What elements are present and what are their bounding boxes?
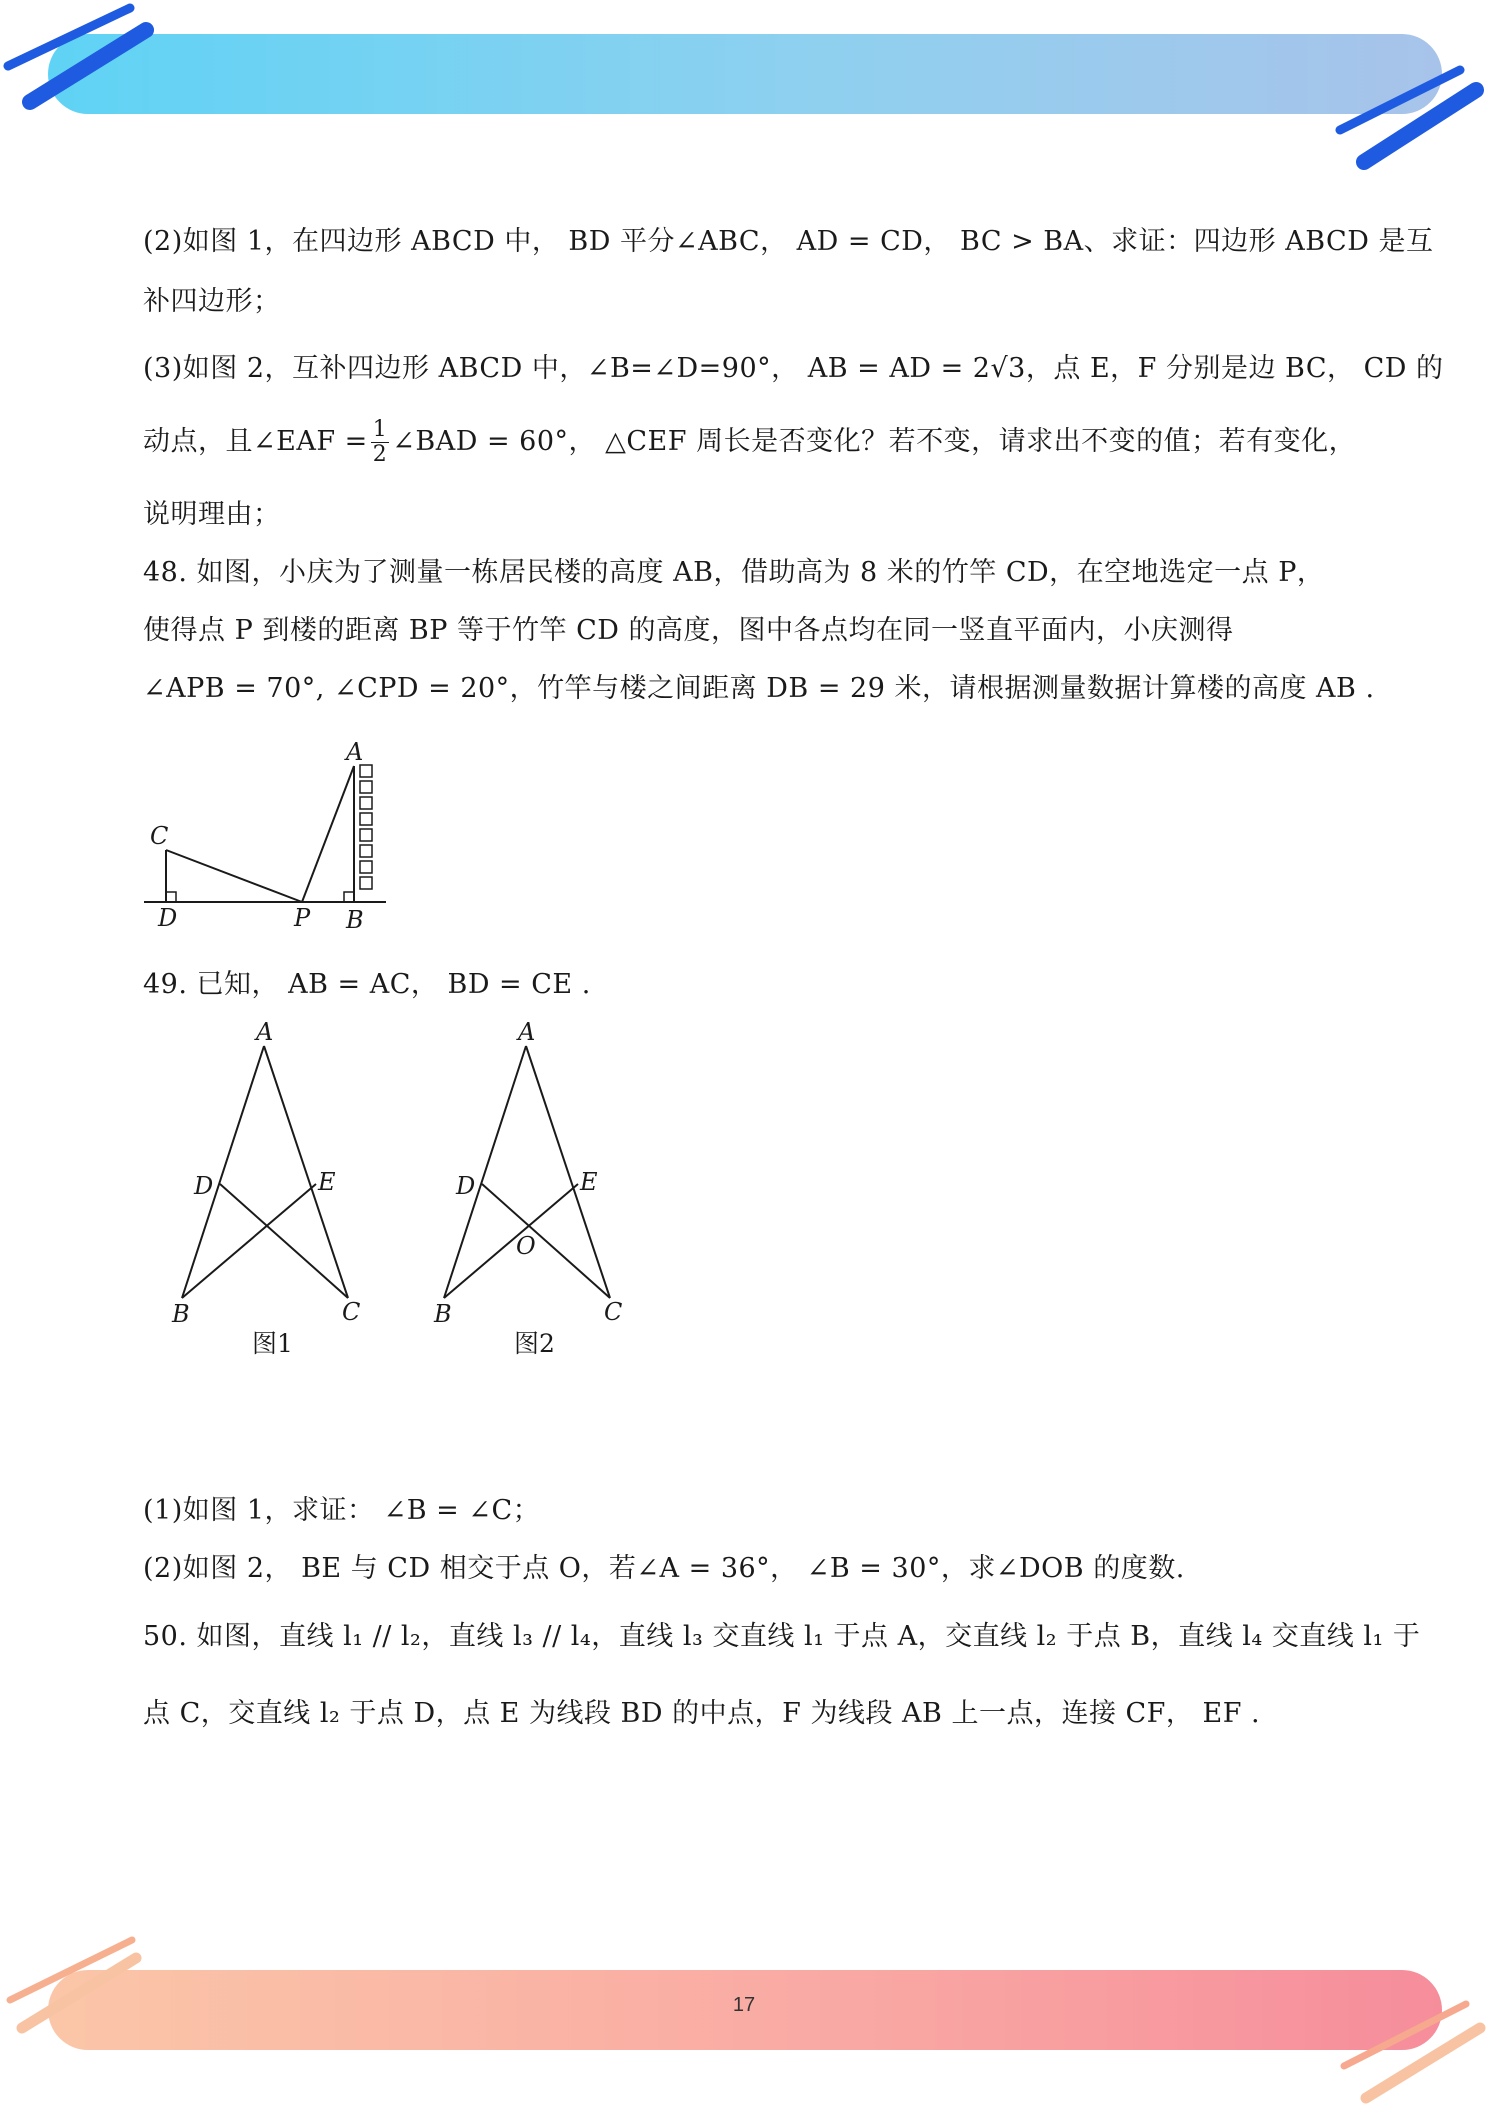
bottom-left-stripes-icon <box>0 1930 150 2040</box>
fig49-1-label-e: E <box>318 1168 336 1196</box>
fig48-label-d: D <box>158 904 178 932</box>
text-line-q49-1: 49. 已知， AB = AC， BD = CE . <box>143 969 591 1000</box>
figure-49-1 <box>160 1010 390 1370</box>
fig49-2-label-b: B <box>434 1300 452 1328</box>
fig49-1-label-d: D <box>194 1172 214 1200</box>
text-line-q3-3: 说明理由； <box>143 499 281 530</box>
fig49-2-label-e: E <box>580 1168 598 1196</box>
fig48-label-c: C <box>150 822 169 850</box>
fig49-2-label-a: A <box>518 1018 536 1046</box>
text-line-q2-1: (2)如图 1，在四边形 ABCD 中， BD 平分∠ABC， AD = CD， BC > BA、求证：四边形 ABCD 是互 <box>143 226 1434 257</box>
fig48-label-b: B <box>346 906 364 934</box>
figure-48 <box>140 738 400 938</box>
fig49-1-label-c: C <box>342 1298 361 1326</box>
fig49-2-caption: 图2 <box>514 1329 555 1358</box>
fraction-one-half: $\frac{1}{2}$ <box>372 417 388 467</box>
fig48-label-a: A <box>346 738 364 766</box>
text-line-q3-2 <box>143 418 1356 467</box>
text-line-q50-1: 50. 如图，直线 l₁ // l₂，直线 l₃ // l₄，直线 l₃ 交直线 l₁ 于点 A，交直线 l₂ 于点 B，直线 l₄ 交直线 l₁ 于 <box>143 1621 1421 1652</box>
top-banner <box>48 34 1442 114</box>
text-q3-2-pre: 动点，且∠EAF = <box>143 426 368 457</box>
text-line-q48-3: ∠APB = 70°, ∠CPD = 20°，竹竿与楼之间距离 DB = 29 米，请根据测量数据计算楼的高度 AB . <box>143 673 1375 704</box>
fig49-2-label-d: D <box>456 1172 476 1200</box>
fig49-2-label-o: O <box>516 1232 536 1260</box>
figure-49-2 <box>422 1010 652 1370</box>
text-line-q48-2: 使得点 P 到楼的距离 BP 等于竹竿 CD 的高度，图中各点均在同一竖直平面内，小庆测得 <box>143 615 1234 646</box>
fig49-2-label-c: C <box>604 1298 623 1326</box>
fig48-label-p: P <box>294 904 311 932</box>
top-right-stripes-icon <box>1320 50 1488 180</box>
text-line-q48-1: 48. 如图，小庆为了测量一栋居民楼的高度 AB，借助高为 8 米的竹竿 CD，在空地选定一点 P， <box>143 557 1325 588</box>
fig49-1-label-a: A <box>256 1018 274 1046</box>
text-line-q2-2: 补四边形； <box>143 286 281 317</box>
fig49-1-caption: 图1 <box>252 1329 293 1358</box>
text-line-q3-1: (3)如图 2，互补四边形 ABCD 中，∠B=∠D=90°， AB = AD = 2√3，点 E，F 分别是边 BC， CD 的 <box>143 353 1444 384</box>
text-q3-2-post: ∠BAD = 60°， △CEF 周长是否变化？若不变，请求出不变的值；若有变化， <box>392 426 1357 457</box>
fig49-1-label-b: B <box>172 1300 190 1328</box>
top-left-stripes-icon <box>0 0 160 120</box>
page-number: 17 <box>732 1994 756 2016</box>
text-line-q50-2: 点 C，交直线 l₂ 于点 D，点 E 为线段 BD 的中点，F 为线段 AB 上一点，连接 CF， EF . <box>143 1698 1261 1729</box>
text-line-q49-2: (1)如图 1，求证： ∠B = ∠C； <box>143 1495 541 1526</box>
text-line-q49-3: (2)如图 2， BE 与 CD 相交于点 O，若∠A = 36°， ∠B = 30°，求∠DOB 的度数. <box>143 1553 1185 1584</box>
